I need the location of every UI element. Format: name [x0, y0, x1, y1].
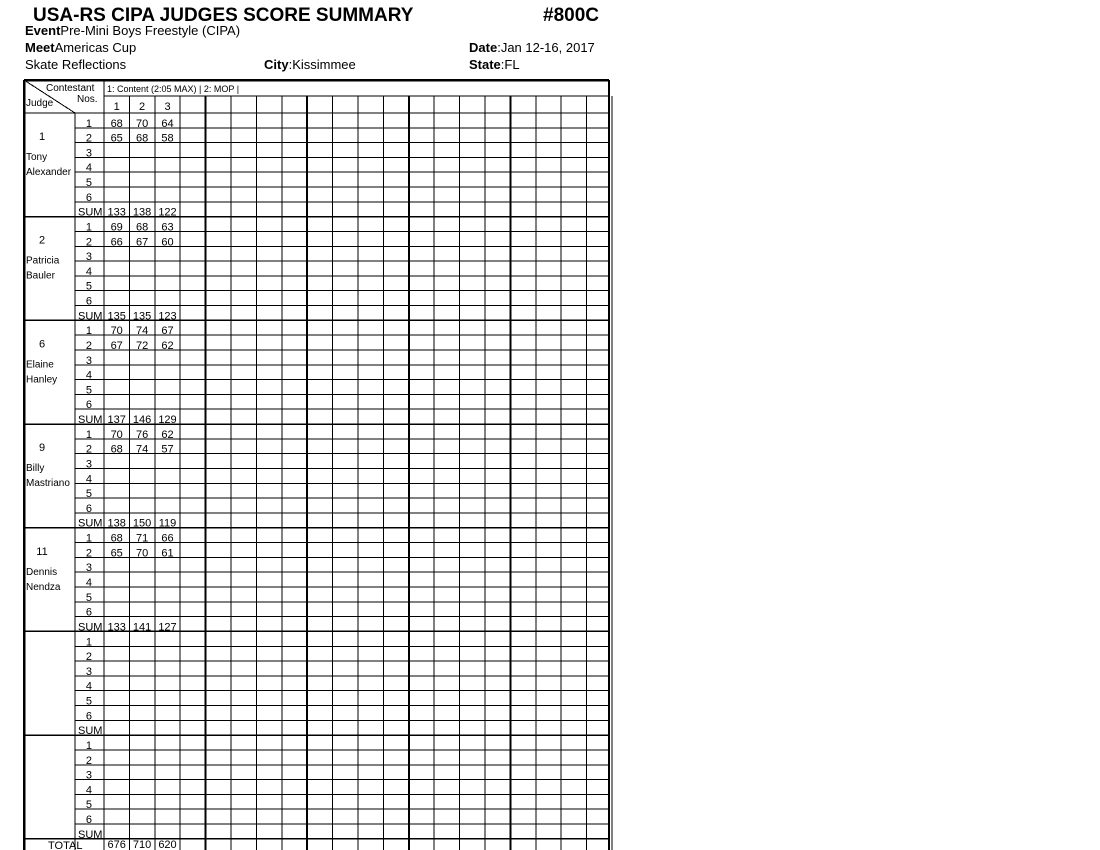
- city-line: City:Kissimmee: [264, 57, 356, 72]
- score-cell: 69: [110, 221, 123, 234]
- score-cell: 60: [161, 236, 174, 249]
- score-cell: 65: [110, 132, 123, 145]
- total-cell: 710: [132, 839, 152, 850]
- row-number: 5: [85, 799, 92, 812]
- sum-cell: 137: [107, 414, 126, 426]
- row-number: 5: [85, 695, 92, 708]
- city-value: Kissimmee: [292, 57, 356, 72]
- sum-cell: 119: [158, 517, 177, 530]
- row-number: 1: [85, 117, 92, 130]
- sum-cell: 135: [107, 310, 126, 323]
- meet-value: Americas Cup: [54, 40, 137, 55]
- score-cell: 63: [161, 221, 174, 234]
- sum-cell: 123: [158, 310, 177, 323]
- judge-name: Elaine: [26, 359, 54, 371]
- contestant-number: 1: [113, 101, 120, 113]
- row-number: 3: [85, 251, 92, 264]
- judge-name: Billy: [26, 463, 45, 475]
- sum-cell: 141: [132, 621, 152, 634]
- score-cell: 65: [110, 547, 123, 560]
- club-name: Skate Reflections: [25, 57, 127, 72]
- date-value: Jan 12-16, 2017: [500, 40, 595, 55]
- score-cell: 68: [110, 443, 123, 456]
- sum-label: SUM: [78, 310, 103, 323]
- score-cell: 61: [161, 547, 174, 560]
- score-cell: 70: [110, 428, 123, 441]
- judge-name: Nendza: [26, 581, 61, 593]
- score-cell: 68: [110, 532, 123, 545]
- row-number: 5: [85, 177, 92, 189]
- sum-cell: 138: [132, 206, 152, 219]
- total-cell: 676: [107, 839, 126, 850]
- report-title: USA-RS CIPA JUDGES SCORE SUMMARY: [33, 5, 414, 26]
- score-cell: 74: [135, 325, 149, 338]
- meet-label: Meet: [25, 40, 55, 55]
- row-number: 4: [85, 784, 92, 797]
- score-cell: 67: [110, 340, 123, 352]
- row-number: 4: [85, 473, 92, 486]
- row-number: 3: [85, 458, 92, 471]
- row-number: 3: [85, 354, 92, 367]
- score-cell: 68: [135, 132, 149, 145]
- sum-cell: 150: [132, 517, 152, 530]
- date-line: Date:Jan 12-16, 2017: [469, 40, 595, 55]
- contestant-number: 3: [164, 101, 171, 113]
- row-number: 4: [85, 577, 92, 589]
- sum-label: SUM: [78, 414, 103, 426]
- row-number: 2: [85, 340, 92, 352]
- contestant-number: 2: [139, 101, 146, 113]
- score-cell: 72: [135, 340, 149, 352]
- judge-number: 9: [38, 442, 46, 455]
- row-number: 5: [85, 488, 92, 501]
- judge-number: 1: [38, 131, 46, 143]
- state-value: FL: [504, 57, 520, 72]
- score-cell: 57: [161, 443, 174, 456]
- judge-name: Patricia: [26, 255, 60, 267]
- sum-cell: 146: [132, 414, 152, 426]
- score-cell: 62: [161, 340, 174, 352]
- row-number: 1: [85, 428, 92, 441]
- sum-cell: 127: [158, 621, 177, 634]
- row-number: 3: [85, 769, 92, 782]
- score-cell: 67: [161, 325, 174, 338]
- date-label: Date: [469, 40, 498, 55]
- event-value: Pre-Mini Boys Freestyle (CIPA): [60, 23, 241, 38]
- row-number: 6: [85, 502, 92, 515]
- score-cell: 62: [161, 428, 174, 441]
- score-cell: 71: [135, 532, 149, 545]
- sum-cell: 133: [107, 621, 126, 634]
- score-cell: 64: [161, 117, 174, 130]
- row-number: 5: [85, 591, 92, 604]
- contestant-label: Contestant: [46, 83, 95, 94]
- row-number: 2: [85, 236, 92, 249]
- total-label: TOTAL: [48, 840, 83, 850]
- row-number: 4: [85, 265, 92, 278]
- nos-label: Nos.: [77, 94, 98, 105]
- row-number: 2: [85, 443, 92, 456]
- row-number: 4: [85, 162, 92, 175]
- score-cell: 70: [135, 117, 149, 130]
- score-cell: 70: [135, 547, 149, 560]
- row-number: 1: [85, 532, 92, 545]
- criteria-label: 1: Content (2:05 MAX) | 2: MOP |: [107, 84, 240, 94]
- row-number: 1: [85, 740, 92, 752]
- sum-label: SUM: [78, 517, 103, 530]
- row-number: 4: [85, 680, 92, 693]
- row-number: 6: [85, 710, 92, 723]
- state-line: State:FL: [469, 57, 520, 72]
- state-label: State: [469, 57, 501, 72]
- judge-number: 2: [38, 234, 46, 247]
- row-number: 5: [85, 384, 92, 397]
- row-number: 6: [85, 814, 92, 826]
- judge-name: Hanley: [26, 374, 58, 386]
- row-number: 5: [85, 280, 92, 293]
- judge-name: Mastriano: [26, 478, 70, 490]
- sum-cell: 122: [158, 206, 177, 219]
- row-number: 2: [85, 651, 92, 664]
- score-cell: 66: [110, 236, 123, 249]
- row-number: 3: [85, 562, 92, 575]
- judge-name: Tony: [26, 152, 48, 163]
- score-cell: 58: [161, 132, 174, 145]
- judge-name: Bauler: [26, 270, 55, 282]
- row-number: 1: [85, 221, 92, 234]
- sum-cell: 133: [107, 206, 126, 219]
- event-label: Event: [25, 23, 61, 38]
- sum-label: SUM: [78, 206, 103, 219]
- row-number: 2: [85, 547, 92, 560]
- score-cell: 74: [135, 443, 149, 456]
- row-number: 3: [85, 147, 92, 160]
- row-number: 6: [85, 606, 92, 619]
- sum-label: SUM: [78, 725, 103, 738]
- sum-label: SUM: [78, 621, 103, 634]
- row-number: 6: [85, 295, 92, 308]
- row-number: 2: [85, 754, 92, 767]
- sum-cell: 129: [158, 414, 177, 426]
- judge-number: 11: [36, 545, 48, 558]
- score-cell: 68: [135, 221, 149, 234]
- judge-number: 6: [38, 338, 46, 351]
- sum-cell: 138: [107, 517, 126, 530]
- row-number: 2: [85, 132, 92, 145]
- score-cell: 68: [110, 117, 123, 130]
- score-cell: 70: [110, 325, 123, 338]
- judge-label: Judge: [26, 98, 54, 109]
- row-number: 6: [85, 399, 92, 412]
- form-number: #800C: [543, 5, 599, 26]
- sum-label: SUM: [78, 828, 103, 841]
- total-cell: 620: [158, 839, 177, 850]
- row-number: 1: [85, 325, 92, 338]
- judge-name: Dennis: [26, 566, 58, 578]
- row-number: 4: [85, 369, 92, 382]
- row-number: 1: [85, 636, 92, 649]
- row-number: 6: [85, 191, 92, 204]
- score-cell: 76: [135, 428, 149, 441]
- row-number: 3: [85, 665, 92, 678]
- city-label: City: [264, 57, 289, 72]
- score-cell: 67: [135, 236, 149, 249]
- sum-cell: 135: [132, 310, 152, 323]
- judge-name: Alexander: [26, 167, 72, 178]
- score-cell: 66: [161, 532, 174, 545]
